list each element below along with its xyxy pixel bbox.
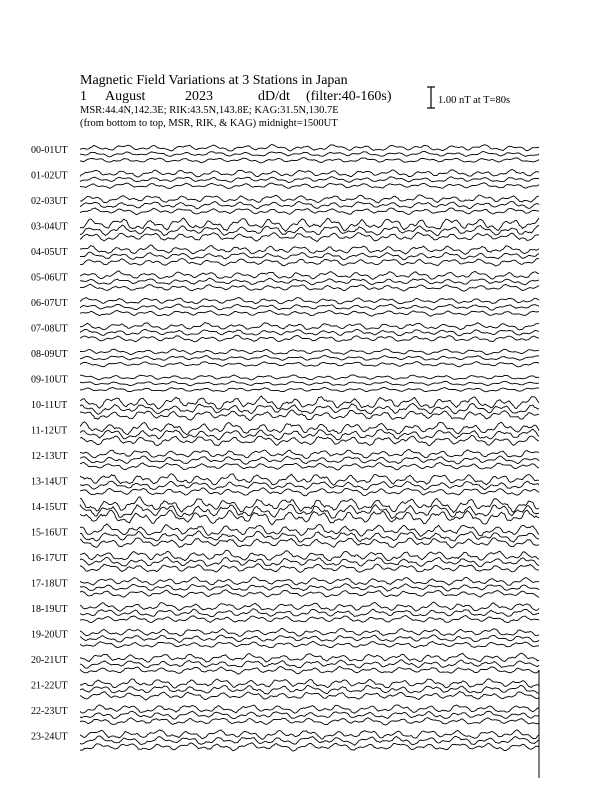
order-label: (from bottom to top, MSR, RIK, & KAG) midnight=1500UT (80, 118, 338, 129)
stations-label: MSR:44.4N,142.3E; RIK:43.5N,143.8E; KAG:31.5N,130.7E (80, 105, 339, 116)
row-label: 02-03UT (31, 196, 68, 207)
row-label: 21-22UT (31, 680, 68, 692)
trace-rik (80, 304, 539, 310)
trace-kag (80, 524, 539, 537)
trace-kag (80, 550, 539, 561)
trace-rik (80, 252, 539, 260)
row-label: 14-15UT (31, 502, 68, 513)
scale-bar (427, 87, 510, 108)
row-label: 01-02UT (31, 170, 68, 182)
trace-kag (80, 195, 539, 203)
trace-rik (80, 635, 539, 642)
quantity-label: dD/dt (258, 89, 290, 104)
trace-rik (80, 711, 539, 719)
chart-title: Magnetic Field Variations at 3 Stations in Japan (80, 73, 348, 88)
trace-msr (80, 641, 539, 647)
filter-label: (filter:40-160s) (306, 89, 392, 104)
trace-kag (80, 629, 539, 637)
trace-kag (80, 450, 539, 459)
trace-kag (80, 271, 539, 279)
trace-rik (80, 660, 539, 669)
trace-kag (80, 679, 539, 688)
trace-rik (80, 329, 539, 335)
trace-msr (80, 233, 539, 242)
trace-rik (80, 609, 539, 617)
trace-msr (80, 510, 539, 524)
row-label: 04-05UT (31, 247, 68, 258)
trace-msr (80, 258, 539, 266)
trace-kag (80, 375, 539, 380)
row-label: 12-13UT (31, 451, 68, 462)
row-label: 08-09UT (31, 349, 68, 360)
trace-msr (80, 388, 539, 392)
trace-kag (80, 653, 539, 662)
trace-msr (80, 718, 539, 725)
row-label: 20-21UT (31, 655, 68, 666)
trace-msr (80, 335, 539, 342)
row-label: 03-04UT (31, 221, 68, 233)
trace-rik (80, 531, 539, 542)
row-label: 07-08UT (31, 323, 68, 335)
date-year: 2023 (185, 89, 213, 104)
trace-msr (80, 158, 539, 163)
trace-kag (80, 169, 539, 177)
trace-rik (80, 202, 539, 209)
trace-rik (80, 381, 539, 386)
trace-msr (80, 616, 539, 623)
trace-msr (80, 538, 539, 548)
date-month: August (105, 89, 146, 104)
row-labels (31, 145, 68, 743)
row-label: 18-19UT (31, 604, 68, 615)
trace-kag (80, 602, 539, 611)
row-label: 06-07UT (31, 298, 68, 309)
trace-kag (80, 705, 539, 714)
trace-rik (80, 355, 539, 360)
trace-msr (80, 488, 539, 496)
trace-kag (80, 218, 539, 232)
trace-msr (80, 311, 539, 317)
trace-kag (80, 474, 539, 486)
trace-msr (80, 435, 539, 445)
trace-kag (80, 298, 539, 304)
scale-bar-label: 1.00 nT at T=80s (438, 95, 511, 106)
trace-rik (80, 481, 539, 490)
row-label: 17-18UT (31, 578, 68, 590)
trace-msr (80, 667, 539, 675)
row-label: 19-20UT (31, 629, 68, 641)
trace-msr (80, 743, 539, 751)
trace-kag (80, 577, 539, 585)
trace-msr (80, 462, 539, 470)
traces (80, 145, 539, 752)
trace-msr (80, 362, 539, 367)
row-label: 23-24UT (31, 731, 68, 743)
row-label: 13-14UT (31, 476, 68, 488)
header (80, 73, 510, 129)
row-label: 15-16UT (31, 527, 68, 539)
trace-kag (80, 323, 539, 330)
trace-rik (80, 151, 539, 157)
trace-msr (80, 590, 539, 598)
row-label: 05-06UT (31, 272, 68, 284)
trace-kag (80, 349, 539, 355)
trace-rik (80, 429, 539, 440)
row-label: 22-23UT (31, 706, 68, 717)
row-label: 09-10UT (31, 374, 68, 386)
date-day: 1 (80, 89, 87, 104)
trace-msr (80, 410, 539, 421)
trace-msr (80, 284, 539, 291)
trace-rik (80, 177, 539, 183)
row-label: 16-17UT (31, 553, 68, 564)
trace-rik (80, 278, 539, 285)
row-label: 00-01UT (31, 145, 68, 156)
trace-msr (80, 183, 539, 189)
trace-kag (80, 145, 539, 152)
row-label: 10-11UT (31, 400, 68, 411)
row-label: 11-12UT (31, 425, 68, 437)
trace-rik (80, 505, 539, 519)
trace-rik (80, 584, 539, 592)
